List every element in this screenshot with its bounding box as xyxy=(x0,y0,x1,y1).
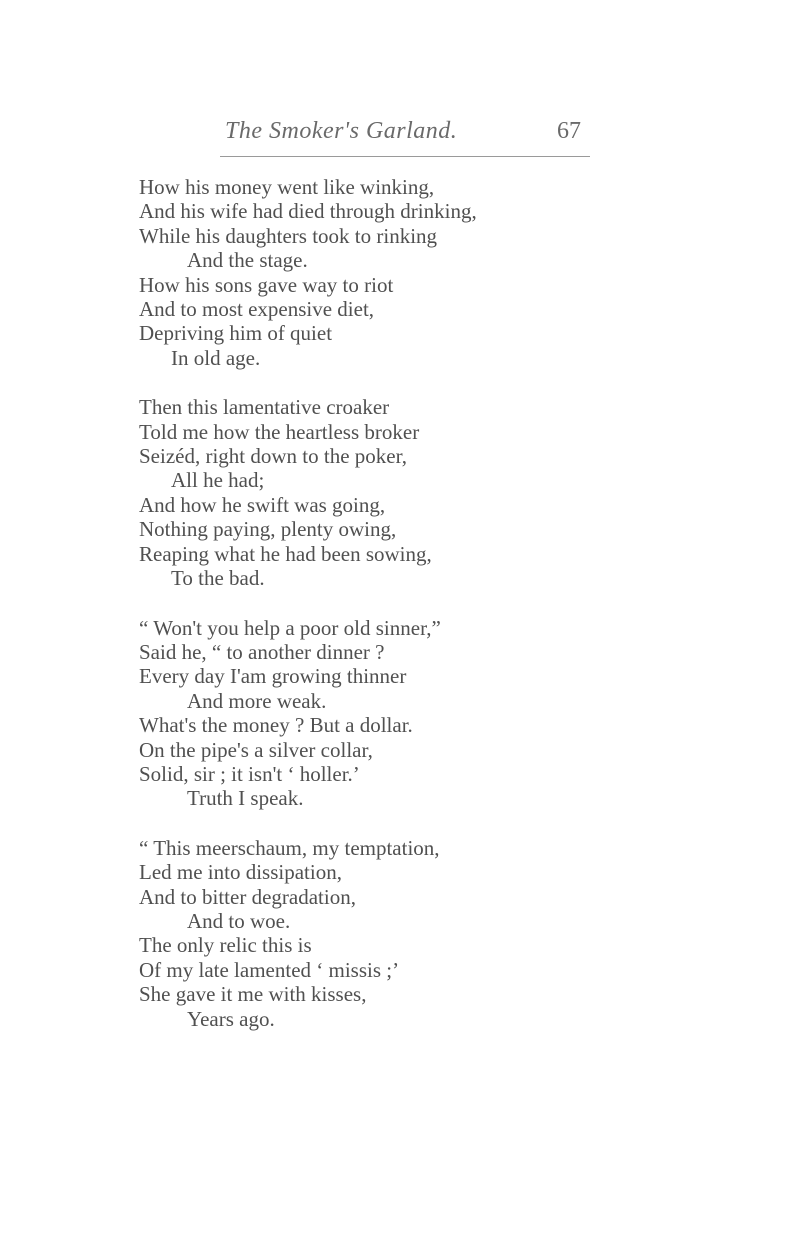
poem-line: How his sons gave way to riot xyxy=(139,272,394,297)
poem-line: “ Won't you help a poor old sinner,” xyxy=(139,615,441,640)
stanza-2 xyxy=(139,395,699,590)
page-header xyxy=(0,118,800,158)
poem-line: Reaping what he had been sowing, xyxy=(139,541,432,566)
header-rule xyxy=(220,156,590,157)
poem-line: The only relic this is xyxy=(139,933,312,958)
poem-line: And to woe. xyxy=(187,908,291,933)
poem-line: In old age. xyxy=(171,345,261,370)
poem-line: Led me into dissipation, xyxy=(139,860,342,885)
poem-line: And more weak. xyxy=(187,688,327,713)
poem-line: What's the money ? But a dollar. xyxy=(139,713,413,738)
stanza-4 xyxy=(139,836,699,1031)
poem-line: Depriving him of quiet xyxy=(139,321,333,346)
poem-line: Solid, sir ; it isn't ‘ holler.’ xyxy=(139,761,360,786)
poem-line: Years ago. xyxy=(187,1006,275,1031)
running-title: The Smoker's Garland. xyxy=(225,118,458,144)
poem-line: Truth I speak. xyxy=(187,786,304,811)
poem-line: She gave it me with kisses, xyxy=(139,982,367,1007)
poem-line: To the bad. xyxy=(171,566,265,591)
poem-body xyxy=(139,175,699,1056)
poem-line: And his wife had died through drinking, xyxy=(139,199,477,224)
poem-line: How his money went like winking, xyxy=(139,175,435,199)
poem-line: While his daughters took to rinking xyxy=(139,223,438,248)
poem-line: Then this lamentative croaker xyxy=(139,395,390,420)
poem-line: All he had; xyxy=(171,468,265,493)
page-number: 67 xyxy=(557,118,581,144)
poem-line: Told me how the heartless broker xyxy=(139,419,420,444)
poem-line: And to bitter degradation, xyxy=(139,884,356,909)
stanza-3 xyxy=(139,616,699,811)
poem-line: And to most expensive diet, xyxy=(139,297,375,322)
poem-line: Seizéd, right down to the poker, xyxy=(139,444,408,469)
poem-line: Every day I'am growing thinner xyxy=(139,664,407,689)
poem-line: Said he, “ to another dinner ? xyxy=(139,639,385,664)
poem-line: On the pipe's a silver collar, xyxy=(139,737,373,762)
poem-line: And the stage. xyxy=(187,248,308,273)
poem-line: And how he swift was going, xyxy=(139,492,386,517)
poem-line: “ This meerschaum, my temptation, xyxy=(139,835,440,860)
poem-line: Of my late lamented ‘ missis ;’ xyxy=(139,957,400,982)
poem-line: Nothing paying, plenty owing, xyxy=(139,517,397,542)
stanza-1 xyxy=(139,175,699,370)
